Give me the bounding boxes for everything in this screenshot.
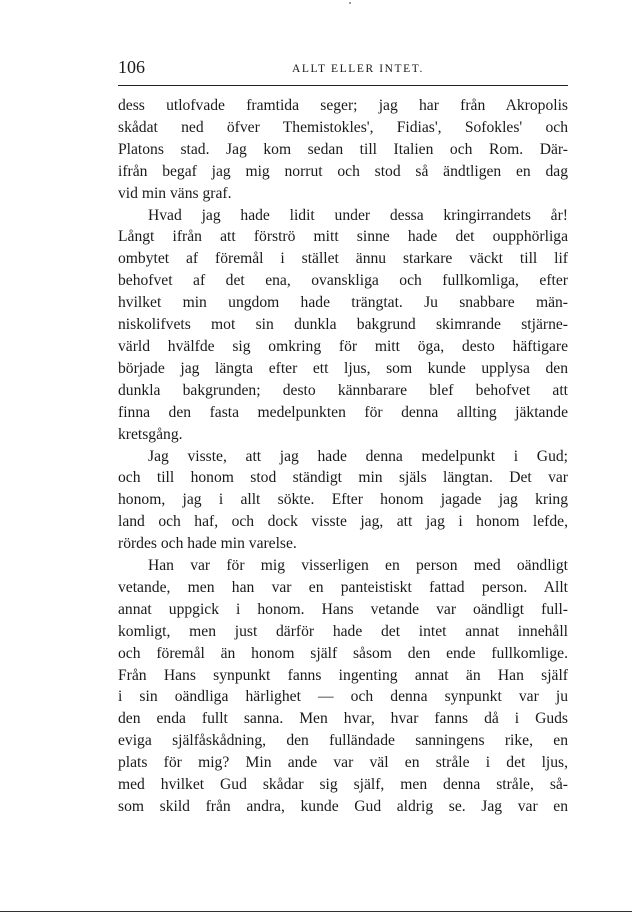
- text-line: värld hvälfde sig omkring för mitt öga, desto häftigare: [118, 337, 568, 355]
- text-line: honom, jag i allt sökte. Efter honom jagade jag kring: [118, 491, 568, 509]
- text-line: rördes och hade min varelse.: [118, 535, 297, 553]
- text-line: Jag visste, att jag hade denna medelpunkt i Gud;: [148, 447, 568, 465]
- text-line: eviga själfåskådning, den fulländade sanningens rike, en: [118, 732, 568, 750]
- text-line: och till honom stod ständigt min själs längtan. Det var: [118, 469, 568, 487]
- scan-bottom-edge: [0, 911, 632, 912]
- text-line: med hvilket Gud skådar sig själf, men denna stråle, så-: [118, 776, 568, 794]
- text-line: ifrån begaf jag mig norrut och stod så ändtligen en dag: [118, 162, 568, 180]
- text-line: Från Hans synpunkt fanns ingenting annat än Han själf: [118, 666, 568, 684]
- page-header: [118, 56, 568, 82]
- text-line: Han var för mig visserligen en person med oändligt: [148, 557, 568, 575]
- scan-speck: [349, 2, 351, 4]
- header-rule: [118, 85, 568, 86]
- running-head: ALLT ELLER INTET.: [291, 63, 425, 75]
- page-number: 106: [118, 57, 145, 77]
- text-line: vetande, men han var en panteistiskt fattad person. Allt: [118, 578, 568, 596]
- text-line: annat uppgick i honom. Hans vetande var oändligt full-: [118, 600, 568, 618]
- text-line: den enda fullt sanna. Men hvar, hvar fanns då i Guds: [118, 710, 568, 728]
- text-line: och föremål än honom själf såsom den ende fullkomlige.: [118, 644, 568, 662]
- text-line: ombytet af föremål i stället ännu starkare väckt till lif: [118, 250, 568, 268]
- text-line: dess utlofvade framtida seger; jag har från Akropolis: [118, 97, 568, 114]
- text-line: kretsgång.: [118, 425, 183, 443]
- text-line: i sin oändliga härlighet — och denna synpunkt var ju: [118, 688, 568, 706]
- text-line: som skild från andra, kunde Gud aldrig se. Jag var en: [118, 798, 568, 815]
- text-line: Platons stad. Jag kom sedan till Italien och Rom. Där-: [118, 140, 568, 158]
- text-line: komligt, men just därför hade det intet annat innehåll: [118, 622, 568, 640]
- text-line: finna den fasta medelpunkten för denna allting jäktande: [118, 403, 568, 421]
- text-line: land och haf, och dock visste jag, att jag i honom lefde,: [118, 513, 568, 531]
- text-line: började jag längta efter ett ljus, som kunde upplysa den: [118, 359, 568, 377]
- text-line: behofvet af det ena, ovanskliga och fullkomliga, efter: [118, 272, 568, 290]
- text-line: hvilket min ungdom hade trängtat. Ju snabbare män-: [118, 294, 568, 312]
- text-line: plats för mig? Min ande var väl en stråle i det ljus,: [118, 754, 568, 772]
- text-line: vid min väns graf.: [118, 184, 232, 202]
- text-line: dunkla bakgrunden; desto kännbarare blef behofvet att: [118, 381, 568, 399]
- text-line: Hvad jag hade lidit under dessa kringirrandets år!: [148, 206, 568, 224]
- text-line: niskolifvets mot sin dunkla bakgrund skimrande stjärne-: [118, 316, 568, 334]
- text-line: Långt ifrån att förströ mitt sinne hade det oupphörliga: [118, 228, 568, 246]
- text-line: skådat ned öfver Themistokles', Fidias', Sofokles' och: [118, 118, 568, 136]
- body-text: [118, 95, 568, 818]
